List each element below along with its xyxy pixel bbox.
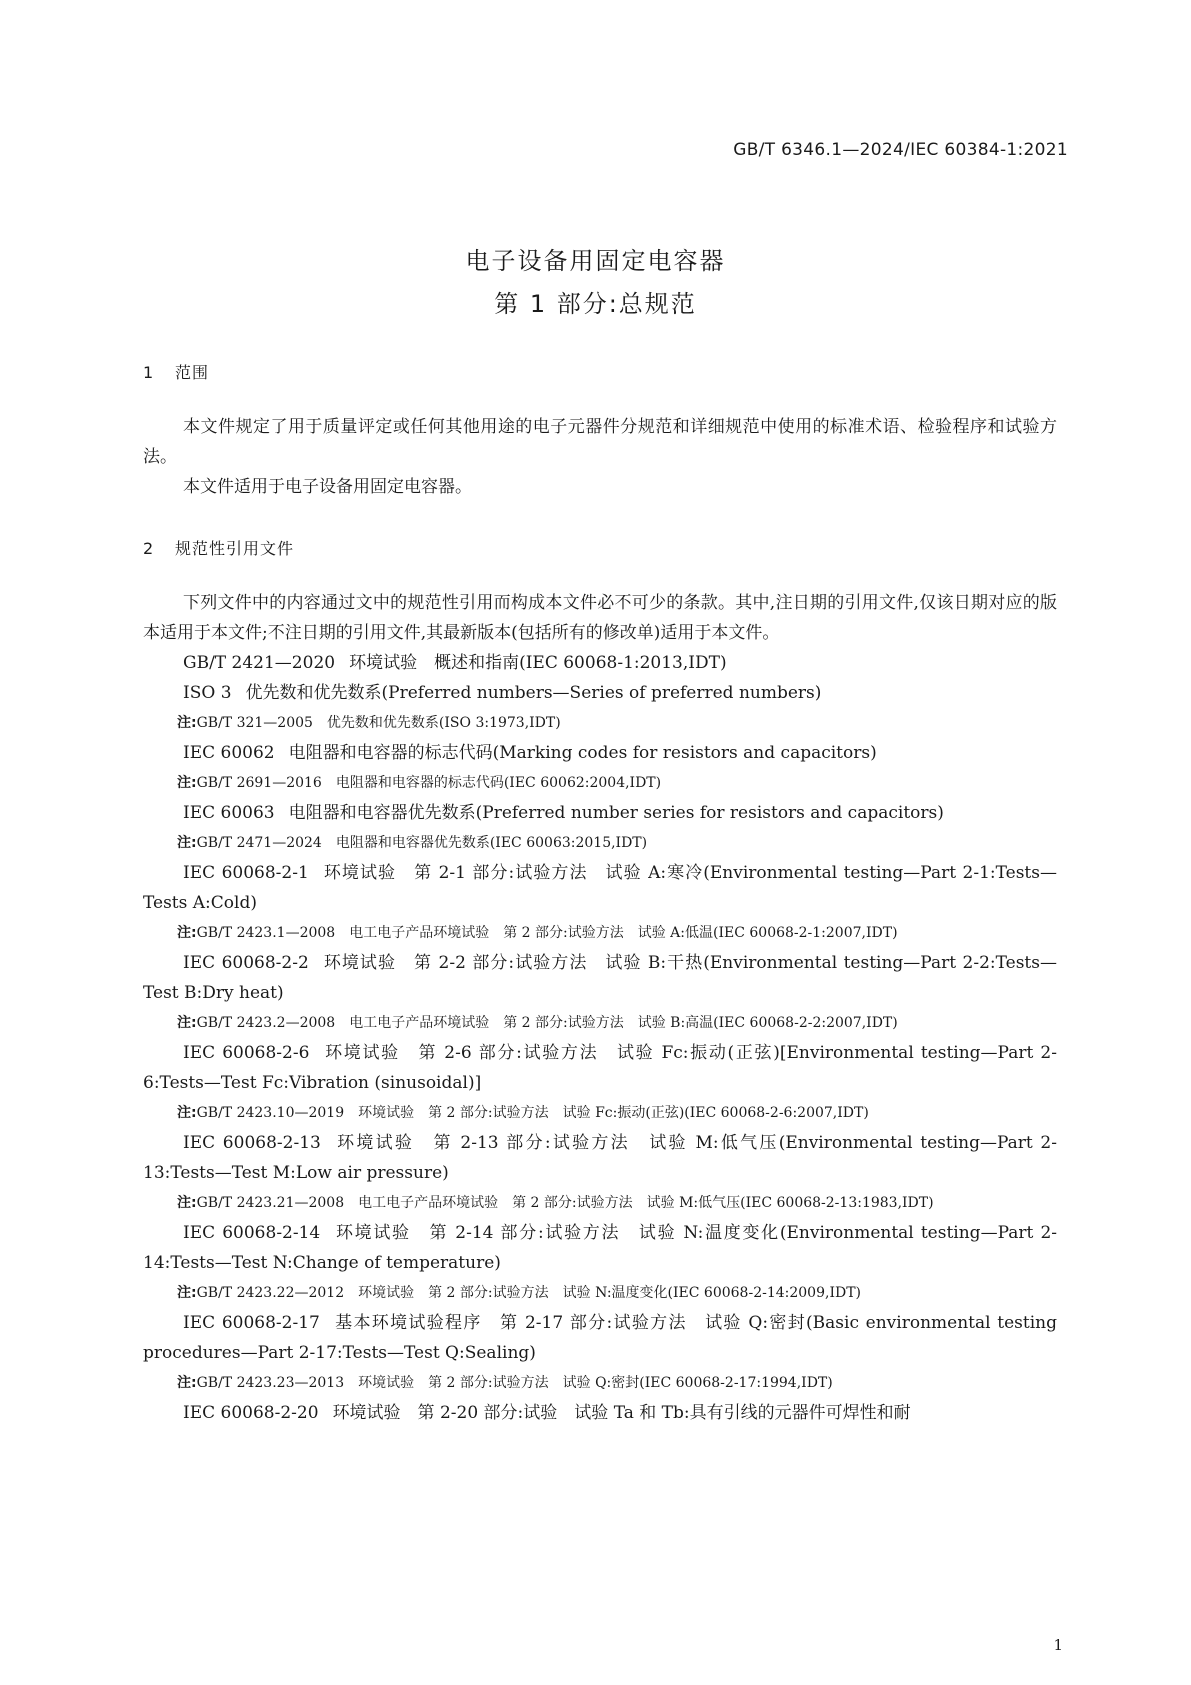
note-text: GB/T 2471—2024 电阻器和电容器优先数系(IEC 60063:2015,IDT) [196,835,648,851]
reference-entry [143,798,1057,828]
note-label: 注: [177,835,197,851]
reference-code: ISO 3 [183,683,232,703]
reference-text: 环境试验 第 2-2 部分:试验方法 试验 B:干热(Environmental testing—Part 2-2:Tests—Test B:Dry heat) [143,953,1057,1003]
reference-text: 基本环境试验程序 第 2-17 部分:试验方法 试验 Q:密封(Basic environmental testing procedures—Part 2-17:Tests—Test Q:Sealing) [143,1313,1058,1363]
reference-code: IEC 60068-2-14 [183,1223,321,1243]
section-1-number: 1 [143,363,155,382]
reference-code: IEC 60068-2-13 [183,1133,321,1153]
reference-note [143,768,1057,798]
note-label: 注: [177,715,197,731]
reference-note [143,1008,1057,1038]
section-1-body [143,412,1057,502]
reference-note [143,708,1057,738]
reference-entry [143,1218,1057,1278]
reference-code: IEC 60068-2-2 [183,953,309,973]
reference-entry [143,858,1057,918]
reference-code: IEC 60068-2-6 [183,1043,310,1063]
reference-code: IEC 60068-2-20 [183,1403,319,1423]
note-label: 注: [177,1105,197,1121]
note-label: 注: [177,1015,197,1031]
reference-entry [143,1308,1057,1368]
section-2-number: 2 [143,539,155,558]
reference-entry [143,738,1057,768]
reference-text: 电阻器和电容器的标志代码(Marking codes for resistors and capacitors) [288,743,877,763]
standard-code-header: GB/T 6346.1—2024/IEC 60384-1:2021 [733,140,1068,160]
note-text: GB/T 321—2005 优先数和优先数系(ISO 3:1973,IDT) [196,715,561,731]
reference-code: IEC 60062 [183,743,275,763]
reference-entry [143,948,1057,1008]
reference-code: IEC 60063 [183,803,275,823]
note-text: GB/T 2423.2—2008 电工电子产品环境试验 第 2 部分:试验方法 试验 B:高温(IEC 60068-2-2:2007,IDT) [196,1015,898,1031]
reference-note [143,1098,1057,1128]
section-2-intro: 下列文件中的内容通过文中的规范性引用而构成本文件必不可少的条款。其中,注日期的引用文件,仅该日期对应的版本适用于本文件;不注日期的引用文件,其最新版本(包括所有的修改单)适用于本文件。 [143,593,1057,643]
section-2-title: 规范性引用文件 [175,539,295,558]
reference-text: 电阻器和电容器优先数系(Preferred number series for resistors and capacitors) [288,803,944,823]
reference-note [143,1278,1057,1308]
reference-entry [143,1038,1057,1098]
reference-code: GB/T 2421—2020 [183,653,336,673]
reference-text: 环境试验 第 2-6 部分:试验方法 试验 Fc:振动(正弦)[Environmental testing—Part 2-6:Tests—Test Fc:Vibration (sinusoidal)] [143,1043,1057,1093]
note-label: 注: [177,1375,197,1391]
note-text: GB/T 2691—2016 电阻器和电容器的标志代码(IEC 60062:2004,IDT) [196,775,662,791]
section-1-paragraph: 本文件规定了用于质量评定或任何其他用途的电子元器件分规范和详细规范中使用的标准术语、检验程序和试验方法。 [143,417,1057,467]
reference-note [143,1368,1057,1398]
note-label: 注: [177,1285,197,1301]
section-2-heading [143,536,294,559]
note-label: 注: [177,1195,197,1211]
note-text: GB/T 2423.21—2008 电工电子产品环境试验 第 2 部分:试验方法 试验 M:低气压(IEC 60068-2-13:1983,IDT) [196,1195,934,1211]
reference-text: 优先数和优先数系(Preferred numbers—Series of preferred numbers) [245,683,822,703]
note-text: GB/T 2423.22—2012 环境试验 第 2 部分:试验方法 试验 N:温度变化(IEC 60068-2-14:2009,IDT) [196,1285,861,1301]
note-text: GB/T 2423.1—2008 电工电子产品环境试验 第 2 部分:试验方法 试验 A:低温(IEC 60068-2-1:2007,IDT) [196,925,898,941]
page-number: 1 [1053,1636,1063,1654]
reference-entry [143,1128,1057,1188]
title-line-2: 第 1 部分:总规范 [494,290,697,318]
reference-entry [143,648,1057,678]
reference-text: 环境试验 第 2-13 部分:试验方法 试验 M:低气压(Environmental testing—Part 2-13:Tests—Test M:Low air pressure) [143,1133,1057,1183]
note-label: 注: [177,775,197,791]
title-line-1: 电子设备用固定电容器 [465,247,726,275]
note-text: GB/T 2423.10—2019 环境试验 第 2 部分:试验方法 试验 Fc:振动(正弦)(IEC 60068-2-6:2007,IDT) [196,1105,869,1121]
reference-text: 环境试验 第 2-1 部分:试验方法 试验 A:寒冷(Environmental testing—Part 2-1:Tests—Tests A:Cold) [143,863,1057,913]
note-label: 注: [177,925,197,941]
reference-note [143,918,1057,948]
reference-text: 环境试验 第 2-20 部分:试验 试验 Ta 和 Tb:具有引线的元器件可焊性和耐 [332,1403,911,1423]
reference-note [143,1188,1057,1218]
reference-code: IEC 60068-2-17 [183,1313,320,1333]
section-1-title: 范围 [175,363,210,382]
reference-note [143,828,1057,858]
note-text: GB/T 2423.23—2013 环境试验 第 2 部分:试验方法 试验 Q:密封(IEC 60068-2-17:1994,IDT) [196,1375,833,1391]
reference-entry [143,1398,1057,1428]
reference-text: 环境试验 第 2-14 部分:试验方法 试验 N:温度变化(Environmental testing—Part 2-14:Tests—Test N:Change of temperature) [143,1223,1057,1273]
reference-entry [143,678,1057,708]
reference-code: IEC 60068-2-1 [183,863,309,883]
section-1-paragraph: 本文件适用于电子设备用固定电容器。 [183,477,472,497]
section-1-heading [143,360,209,383]
section-2-body [143,588,1057,1428]
reference-text: 环境试验 概述和指南(IEC 60068-1:2013,IDT) [349,653,727,673]
document-title [0,240,1191,326]
